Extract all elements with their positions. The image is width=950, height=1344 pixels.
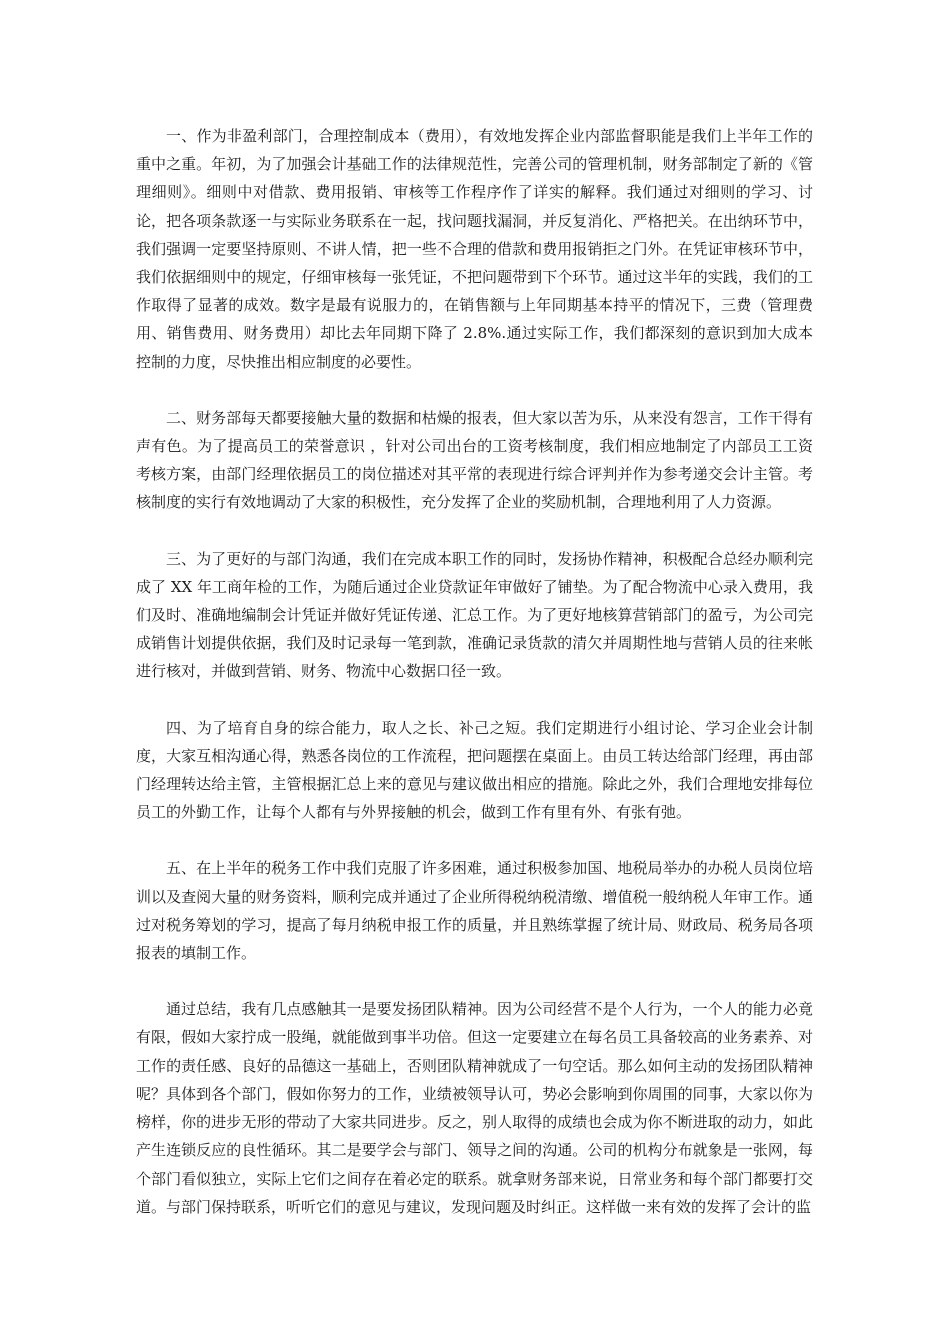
paragraph-department-coordination: 三、为了更好的与部门沟通，我们在完成本职工作的同时，发扬协作精神，积极配合总经办顺利完成了 XX 年工商年检的工作，为随后通过企业贷款证年审做好了铺垫。为了配合物流中心录入费用，我们及时、准确地编制会计凭证并做好凭证传递、汇总工作。为了更好地核算营销部门的盈亏，为公司完成销售计划提供依据，我们及时记录每一笔到款，准确记录货款的清欠并周期性地与营销人员的往来帐进行核对，并做到营销、财务、物流中心数据口径一致。 [136,549,813,681]
paragraph-summary: 通过总结，我有几点感触其一是要发扬团队精神。因为公司经营不是个人行为，一个人的能力必竟有限，假如大家拧成一股绳，就能做到事半功倍。但这一定要建立在每名员工具备较高的业务素养、对工作的责任感、良好的品德这一基础上，否则团队精神就成了一句空话。那么如何主动的发扬团队精神呢？具体到各个部门，假如你努力的工作，业绩被领导认可，势必会影响到你周围的同事，大家以你为榜样，你的进步无形的带动了大家共同进步。反之，别人取得的成绩也会成为你不断进取的动力，如此产生连锁反应的良性循环。其二是要学会与部门、领导之间的沟通。公司的机构分布就象是一张网，每个部门看似独立，实际上它们之间存在着必定的联系。就拿财务部来说，日常业务和每个部门都要打交道。与部门保持联系，听听它们的意见与建议，发现问题及时纠正。这样做一来有效的发挥了会计的监 [136,1000,813,1216]
document-body [136,122,813,1249]
paragraph-cost-control: 一、作为非盈利部门，合理控制成本（费用），有效地发挥企业内部监督职能是我们上半年工作的重中之重。年初，为了加强会计基础工作的法律规范性，完善公司的管理机制，财务部制定了新的《管理细则》。细则中对借款、费用报销、审核等工作程序作了详实的解释。我们通过对细则的学习、讨论，把各项条款逐一与实际业务联系在一起，找问题找漏洞，并反复消化、严格把关。在出纳环节中，我们强调一定要坚持原则、不讲人情，把一些不合理的借款和费用报销拒之门外。在凭证审核环节中，我们依据细则中的规定，仔细审核每一张凭证，不把问题带到下个环节。通过这半年的实践，我们的工作取得了显著的成效。数字是最有说服力的，在销售额与上年同期基本持平的情况下，三费（管理费用、销售费用、财务费用）却比去年同期下降了 2.8%.通过实际工作，我们都深刻的意识到加大成本控制的力度，尽快推出相应制度的必要性。 [136,127,813,371]
paragraph-capability-building: 四、为了培育自身的综合能力，取人之长、补己之短。我们定期进行小组讨论、学习企业会计制度，大家互相沟通心得，熟悉各岗位的工作流程，把问题摆在桌面上。由员工转达给部门经理，再由部门经理转达给主管，主管根据汇总上来的意见与建议做出相应的措施。除此之外，我们合理地安排每位员工的外勤工作，让每个人都有与外界接触的机会，做到工作有里有外、有张有弛。 [136,718,813,822]
paragraph-salary-assessment: 二、财务部每天都要接触大量的数据和枯燥的报表，但大家以苦为乐，从来没有怨言，工作干得有声有色。为了提高员工的荣誉意识 ，针对公司出台的工资考核制度，我们相应地制定了内部员工工资考核方案，由部门经理依据员工的岗位描述对其平常的表现进行综合评判并作为参考递交会计主管。考核制度的实行有效地调动了大家的积极性，充分发挥了企业的奖励机制，合理地利用了人力资源。 [136,408,813,512]
paragraph-tax-work: 五、在上半年的税务工作中我们克服了许多困难，通过积极参加国、地税局举办的办税人员岗位培训以及查阅大量的财务资料，顺利完成并通过了企业所得税纳税清缴、增值税一般纳税人年审工作。通过对税务筹划的学习，提高了每月纳税申报工作的质量，并且熟练掌握了统计局、财政局、税务局各项报表的填制工作。 [136,859,813,963]
